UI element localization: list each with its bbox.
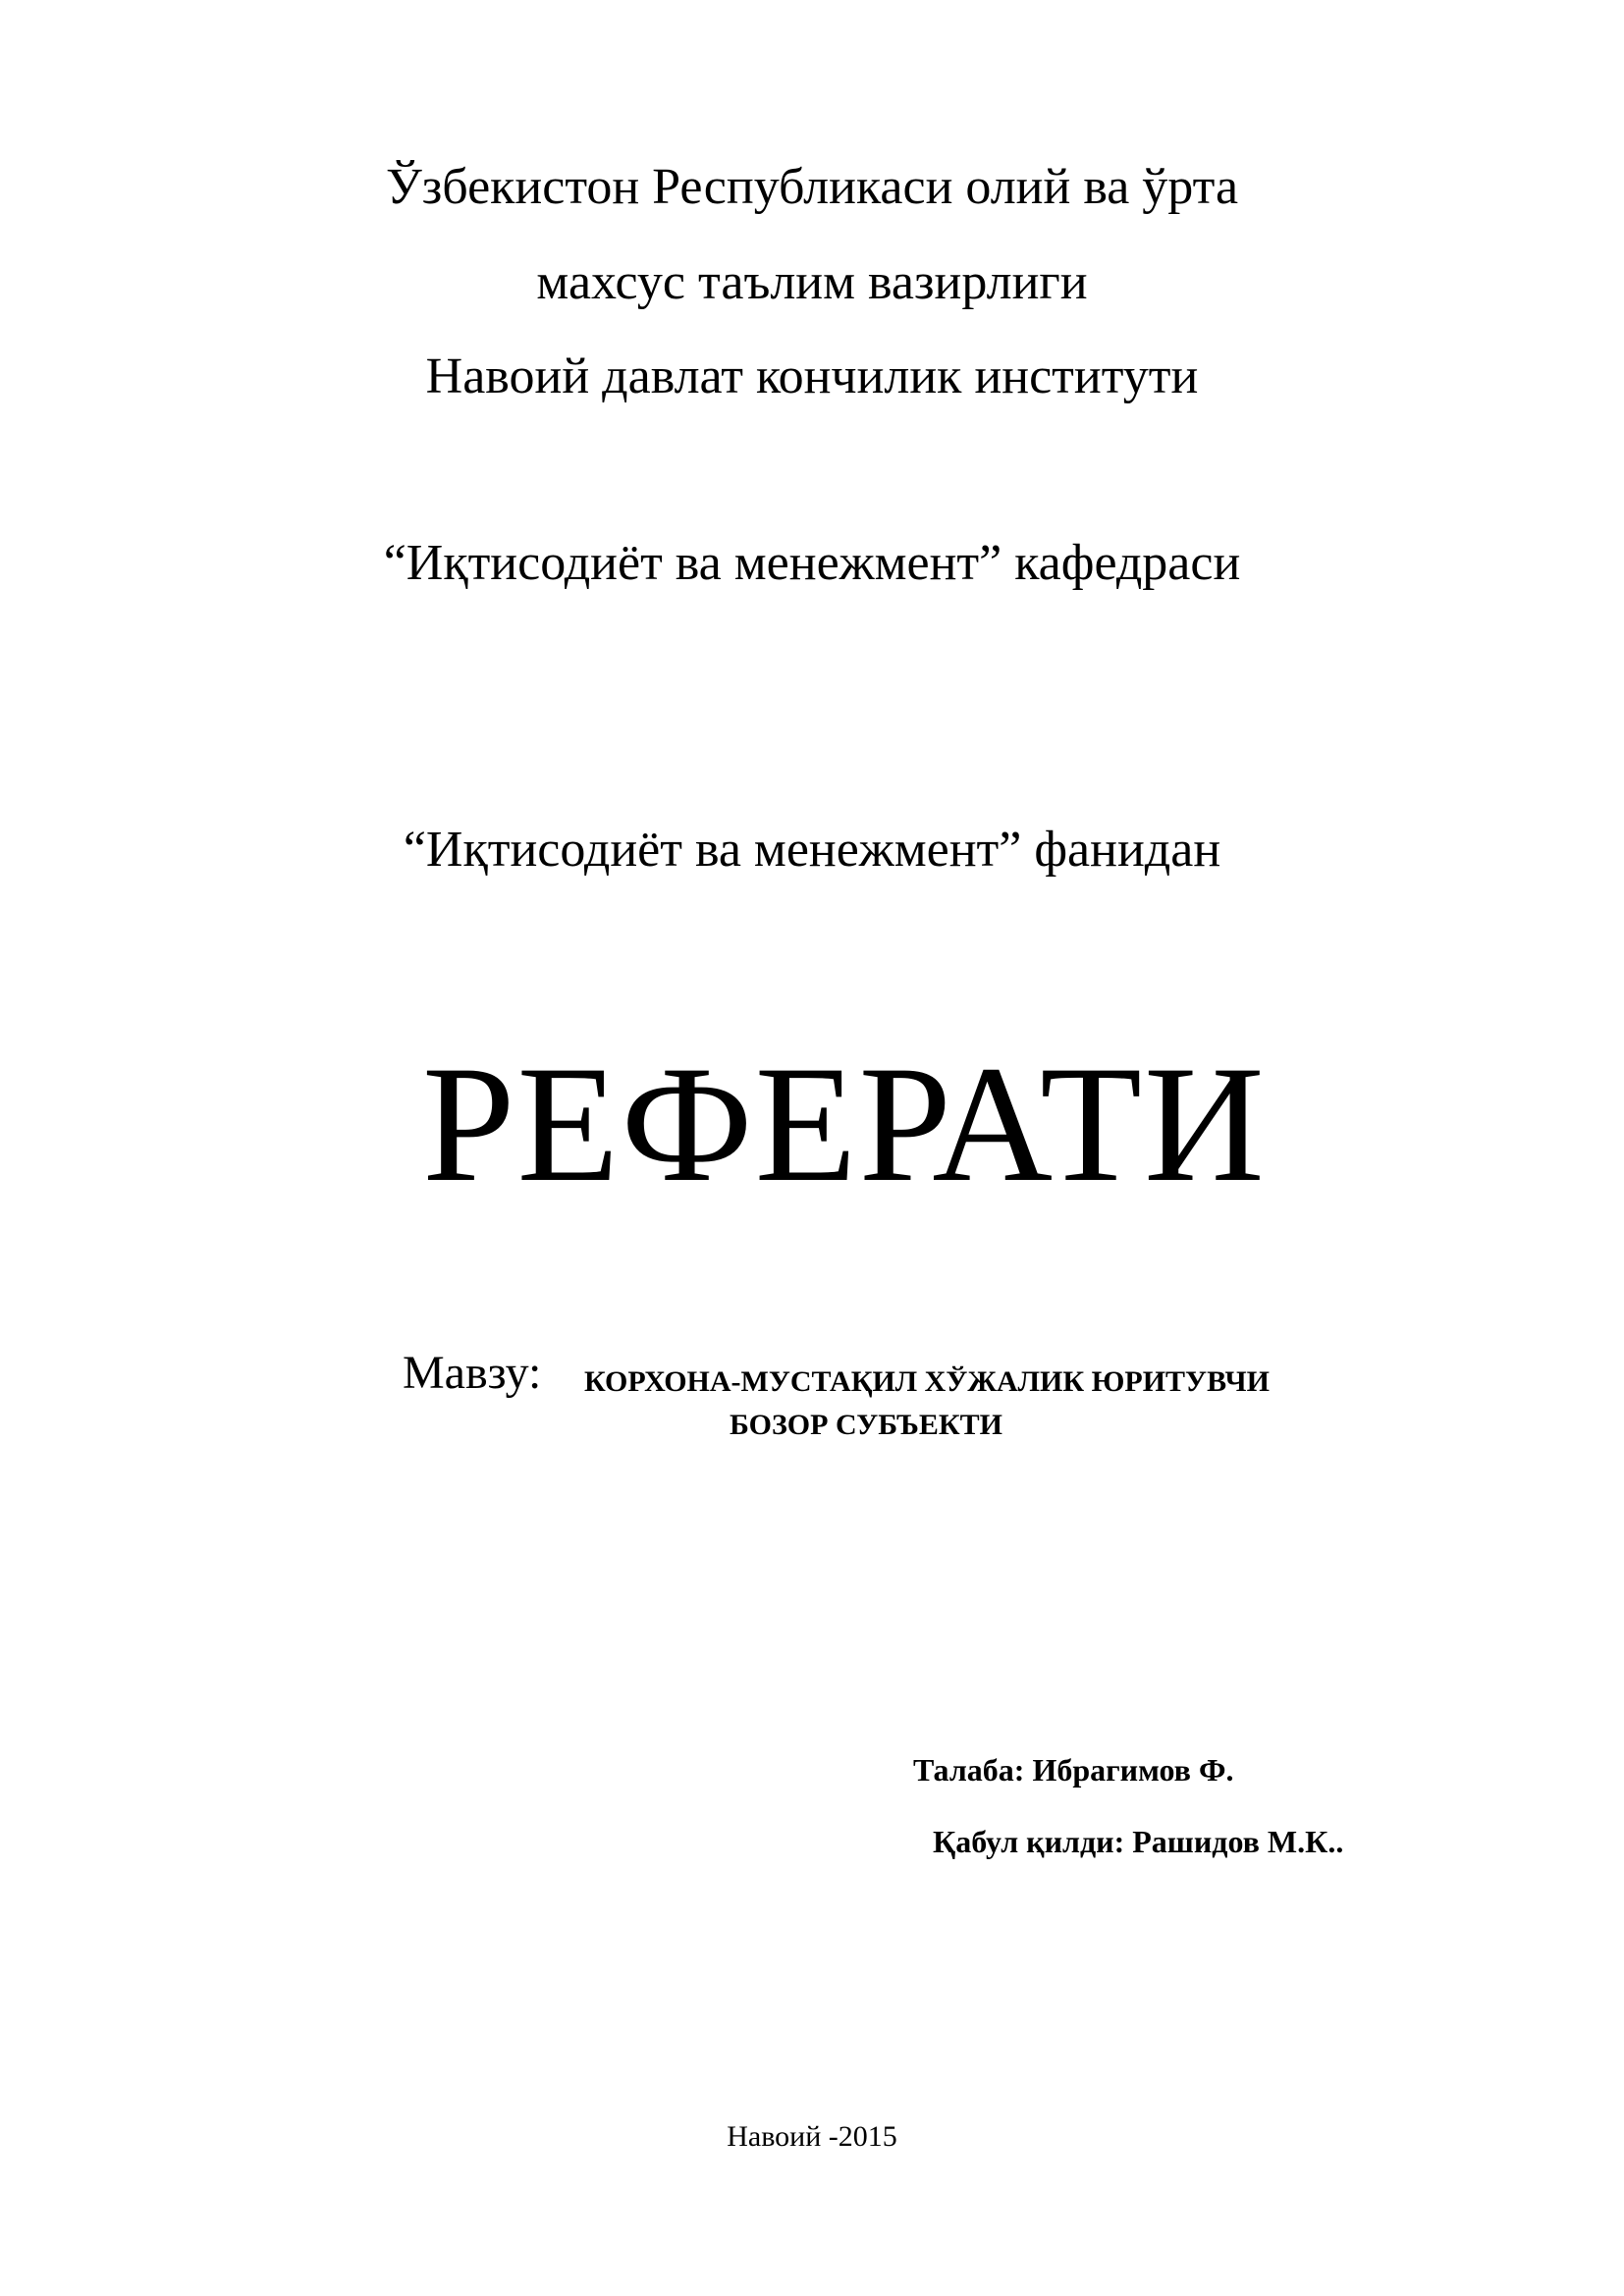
ministry-line-1: Ўзбекистон Республикаси олий ва ўрта [385, 159, 1239, 215]
document-title: РЕФЕРАТИ [422, 1032, 1267, 1216]
student-credit: Талаба: Ибрагимов Ф. [913, 1752, 1234, 1788]
accepted-by-credit: Қабул қилди: Рашидов М.К.. [933, 1824, 1344, 1859]
department-name: “Иқтисодиёт ва менежмент” кафедраси [383, 535, 1241, 591]
subject-name: “Иқтисодиёт ва менежмент” фанидан [403, 822, 1221, 878]
topic-label: Мавзу: [403, 1347, 542, 1399]
topic-line-2: БОЗОР СУБЪЕКТИ [730, 1409, 1002, 1441]
institute-name: Навоий давлат кончилик институти [425, 348, 1199, 404]
place-year-footer: Навоий -2015 [727, 2120, 897, 2153]
ministry-line-2: махсус таълим вазирлиги [536, 254, 1088, 310]
topic-line-1: КОРХОНА-МУСТАҚИЛ ХЎЖАЛИК ЮРИТУВЧИ [584, 1365, 1270, 1398]
